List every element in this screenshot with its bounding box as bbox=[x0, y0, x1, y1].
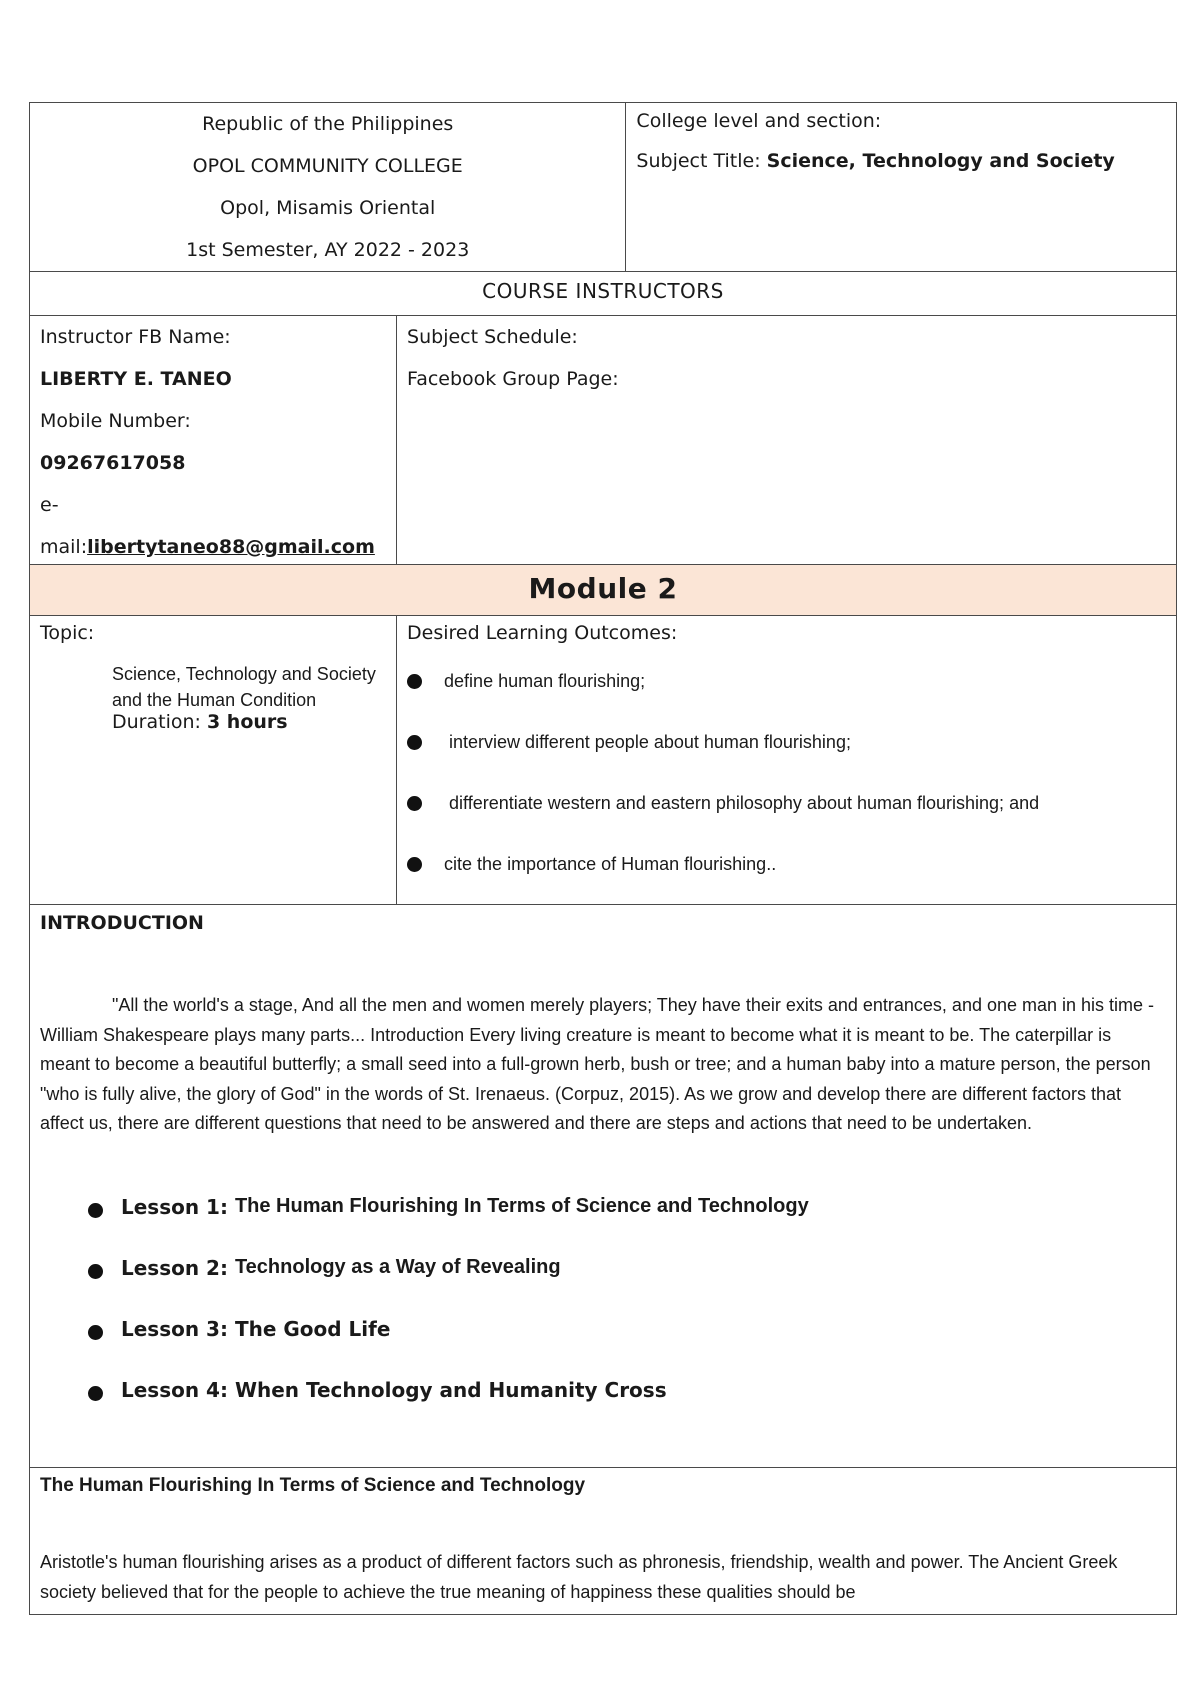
bullet-icon bbox=[407, 796, 422, 811]
module-document bbox=[29, 102, 1177, 1615]
bullet-icon bbox=[88, 1203, 103, 1218]
introduction-paragraph: "All the world's a stage, And all the men and women merely players; They have their exits and entrances, and one man in his time -William Shakespeare plays many parts... Introduction Every living creature is meant to become what it is meant to be. The caterpillar is meant to become a beautiful butterfly; a small seed into a full-grown herb, bush or tree; and a human baby into a mature person, the person "who is fully alive, the glory of God" in the words of St. Irenaeus. (Corpuz, 2015). As we grow and develop there are different factors that affect us, there are different questions that need to be answered and there are steps and actions that need to be undertaken. bbox=[40, 995, 1155, 1133]
outcomes-list bbox=[407, 660, 1166, 904]
fb-name-label: Instructor FB Name: bbox=[40, 326, 231, 348]
instructor-row bbox=[30, 316, 1177, 565]
mobile-number: 09267617058 bbox=[40, 452, 186, 474]
lesson-title: When Technology and Humanity Cross bbox=[234, 1377, 667, 1402]
duration-label: Duration: bbox=[112, 711, 207, 733]
lesson-item: Lesson 2: Technology as a Way of Revealing bbox=[40, 1256, 1166, 1317]
header-row bbox=[30, 103, 1177, 272]
topic-row bbox=[30, 616, 1177, 905]
email-label: e-mail: bbox=[40, 494, 88, 558]
email-line bbox=[40, 484, 386, 558]
institution-block bbox=[30, 103, 626, 272]
module-table bbox=[29, 102, 1177, 1615]
subject-title-label: Subject Title: bbox=[636, 150, 767, 172]
topic-line-1: Science, Technology and Society bbox=[112, 664, 376, 684]
subject-title-value: Science, Technology and Society bbox=[766, 150, 1115, 172]
lesson-title: The Good Life bbox=[234, 1316, 391, 1341]
outcomes-label: Desired Learning Outcomes: bbox=[407, 622, 678, 644]
introduction-heading: INTRODUCTION bbox=[40, 912, 204, 934]
schedule-info bbox=[397, 316, 1177, 565]
list-item: cite the importance of Human flourishing.. bbox=[407, 843, 1166, 904]
introduction-cell bbox=[30, 905, 1177, 1468]
bullet-icon bbox=[407, 857, 422, 872]
list-item: interview different people about human flourishing; bbox=[407, 721, 1166, 782]
lesson-title: The Human Flourishing In Terms of Science and Technology bbox=[234, 1194, 809, 1217]
fb-group-label: Facebook Group Page: bbox=[407, 368, 619, 390]
college-address: Opol, Misamis Oriental bbox=[220, 197, 436, 219]
topic-label: Topic: bbox=[40, 622, 95, 644]
topic-line-2: and the Human Condition bbox=[112, 690, 317, 710]
semester-line: 1st Semester, AY 2022 - 2023 bbox=[186, 239, 470, 261]
section-heading: The Human Flourishing In Terms of Science and Technology bbox=[40, 1475, 586, 1496]
bullet-icon bbox=[407, 735, 422, 750]
lesson-item: Lesson 4: When Technology and Humanity Cross bbox=[40, 1378, 1166, 1439]
subject-title bbox=[636, 149, 1166, 173]
email-link[interactable]: libertytaneo88@gmail.com bbox=[87, 536, 375, 558]
lesson-item: Lesson 1: The Human Flourishing In Terms of Science and Technology bbox=[40, 1195, 1166, 1256]
list-item: define human flourishing; bbox=[407, 660, 1166, 721]
subject-block bbox=[626, 103, 1177, 272]
topic-body bbox=[40, 646, 386, 733]
topic-cell bbox=[30, 616, 397, 905]
duration bbox=[112, 711, 386, 733]
bullet-icon bbox=[88, 1386, 103, 1401]
duration-value: 3 hours bbox=[206, 711, 288, 733]
lessons-list bbox=[40, 1195, 1166, 1439]
section-cell bbox=[30, 1468, 1177, 1615]
outcomes-cell bbox=[397, 616, 1177, 905]
module-title: Module 2 bbox=[30, 565, 1177, 616]
bullet-icon bbox=[88, 1325, 103, 1340]
bullet-icon bbox=[88, 1264, 103, 1279]
bullet-icon bbox=[407, 674, 422, 689]
republic-line: Republic of the Philippines bbox=[202, 113, 454, 135]
section-paragraph: Aristotle's human flourishing arises as a product of different factors such as phronesis, friendship, wealth and power. The Ancient Greek society believed that for the people to achieve the true meaning of happiness these qualities should be bbox=[40, 1552, 1118, 1602]
college-name: OPOL COMMUNITY COLLEGE bbox=[192, 155, 463, 177]
list-item: differentiate western and eastern philosophy about human flourishing; and bbox=[407, 782, 1166, 843]
course-instructors-heading: COURSE INSTRUCTORS bbox=[30, 272, 1177, 316]
mobile-label: Mobile Number: bbox=[40, 410, 191, 432]
instructor-info bbox=[30, 316, 397, 565]
lesson-title: Technology as a Way of Revealing bbox=[234, 1255, 561, 1278]
college-level-label: College level and section: bbox=[636, 110, 882, 132]
lesson-item: Lesson 3: The Good Life bbox=[40, 1317, 1166, 1378]
schedule-label: Subject Schedule: bbox=[407, 326, 578, 348]
instructor-name: LIBERTY E. TANEO bbox=[40, 368, 232, 390]
